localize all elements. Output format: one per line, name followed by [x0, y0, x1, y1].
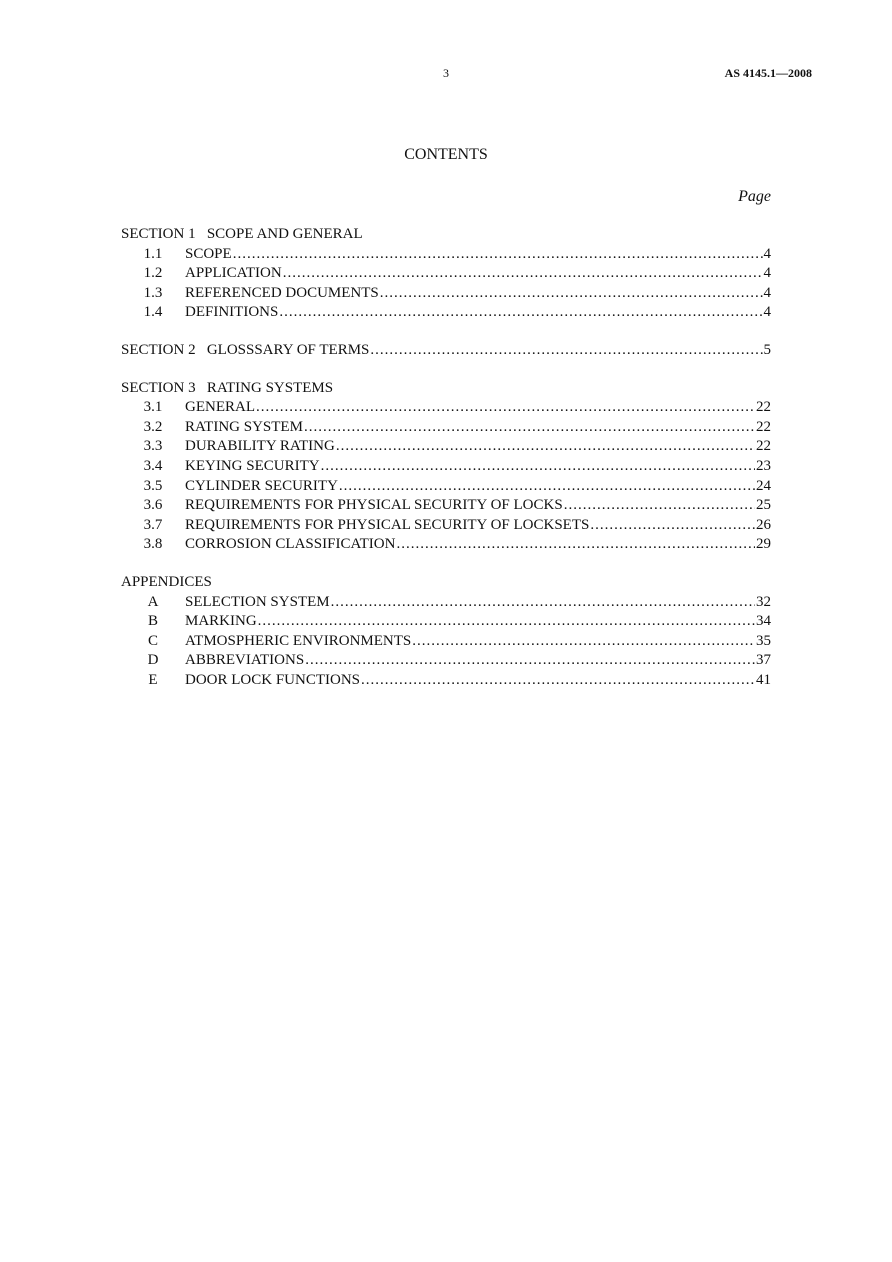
toc-entry[interactable]	[121, 593, 771, 613]
entry-page: 32	[756, 593, 771, 610]
toc-entry[interactable]	[121, 284, 771, 304]
section-heading-text: SECTION 1 SCOPE AND GENERAL	[121, 226, 363, 242]
entry-page: 41	[756, 671, 771, 688]
toc-entry[interactable]	[121, 437, 771, 457]
toc-entry[interactable]	[121, 264, 771, 284]
entry-number: 1.2	[143, 265, 163, 282]
entry-title: ATMOSPHERIC ENVIRONMENTS	[185, 632, 412, 649]
section-heading	[121, 573, 771, 593]
entry-page: 24	[756, 477, 771, 494]
toc-entry[interactable]	[121, 632, 771, 652]
section-heading	[121, 225, 771, 245]
entry-number: 3.1	[143, 399, 163, 416]
toc-entry[interactable]	[121, 303, 771, 323]
entry-title: GENERAL	[185, 399, 255, 416]
dot-leader	[339, 477, 755, 497]
entry-title: MARKING	[185, 613, 257, 630]
entry-page: 25	[756, 497, 771, 514]
page-column-label: Page	[738, 188, 771, 205]
toc-entry[interactable]	[121, 477, 771, 497]
dot-leader	[279, 303, 762, 323]
entry-page: 22	[756, 438, 771, 455]
entry-title: DOOR LOCK FUNCTIONS	[185, 671, 361, 688]
entry-page: 35	[756, 632, 771, 649]
entry-number: E	[148, 671, 158, 688]
dot-leader	[304, 418, 755, 438]
dot-leader	[336, 437, 755, 457]
entry-title: CYLINDER SECURITY	[185, 477, 338, 494]
entry-page: 23	[756, 457, 771, 474]
entry-title: DURABILITY RATING	[185, 438, 335, 455]
entry-title: KEYING SECURITY	[185, 457, 320, 474]
section-gap	[121, 323, 771, 341]
toc-entry[interactable]	[121, 651, 771, 671]
dot-leader	[258, 612, 755, 632]
toc-entry[interactable]	[121, 341, 771, 361]
entry-page: 26	[756, 516, 771, 533]
page-number: 3	[443, 66, 449, 80]
entry-number: D	[147, 652, 159, 669]
entry-page: 4	[763, 304, 771, 321]
entry-page: 4	[763, 265, 771, 282]
dot-leader	[256, 398, 755, 418]
dot-leader	[233, 245, 763, 265]
entry-title: CORROSION CLASSIFICATION	[185, 536, 396, 553]
entry-page: 5	[763, 341, 771, 358]
dot-leader	[305, 651, 755, 671]
entry-number: B	[147, 613, 158, 630]
toc-entry[interactable]	[121, 671, 771, 691]
entry-title: SELECTION SYSTEM	[185, 593, 330, 610]
entry-title: REQUIREMENTS FOR PHYSICAL SECURITY OF LOCKSETS	[185, 516, 590, 533]
entry-title: RATING SYSTEM	[185, 418, 303, 435]
entry-page: 37	[756, 652, 771, 669]
toc-entry[interactable]	[121, 535, 771, 555]
dot-leader	[283, 264, 763, 284]
table-of-contents	[121, 225, 771, 690]
toc-entry[interactable]	[121, 418, 771, 438]
entry-number: 3.6	[143, 497, 163, 514]
toc-entry[interactable]	[121, 457, 771, 477]
dot-leader	[396, 535, 755, 555]
entry-number: 3.7	[143, 516, 163, 533]
toc-entry[interactable]	[121, 245, 771, 265]
toc-entry[interactable]	[121, 496, 771, 516]
dot-leader	[331, 593, 755, 613]
dot-leader	[564, 496, 755, 516]
entry-number: 1.1	[143, 245, 163, 262]
entry-title: ABBREVIATIONS	[185, 652, 305, 669]
dot-leader	[412, 632, 755, 652]
toc-entry[interactable]	[121, 516, 771, 536]
entry-number: 3.5	[143, 477, 163, 494]
entry-title: SCOPE	[185, 245, 232, 262]
dot-leader	[380, 284, 763, 304]
dot-leader	[370, 341, 762, 361]
section-heading-text: SECTION 2 GLOSSSARY OF TERMS	[121, 341, 370, 358]
entry-number: 3.2	[143, 418, 163, 435]
entry-number: 3.4	[143, 457, 163, 474]
entry-page: 34	[756, 613, 771, 630]
entry-number: 1.4	[143, 304, 163, 321]
section-heading	[121, 379, 771, 399]
dot-leader	[361, 671, 755, 691]
dot-leader	[321, 457, 755, 477]
entry-page: 22	[756, 399, 771, 416]
entry-number: 3.8	[143, 536, 163, 553]
section-heading-text: SECTION 3 RATING SYSTEMS	[121, 379, 334, 396]
entry-page: 4	[763, 245, 771, 262]
entry-title: APPLICATION	[185, 265, 282, 282]
entry-title: REFERENCED DOCUMENTS	[185, 284, 379, 301]
section-gap	[121, 555, 771, 573]
entry-title: DEFINITIONS	[185, 304, 279, 321]
entry-title: REQUIREMENTS FOR PHYSICAL SECURITY OF LOCKS	[185, 497, 563, 514]
entry-number: 1.3	[143, 284, 163, 301]
section-gap	[121, 361, 771, 379]
entry-number: C	[147, 632, 158, 649]
entry-page: 4	[763, 284, 771, 301]
contents-title: CONTENTS	[404, 146, 488, 163]
document-id: AS 4145.1—2008	[724, 66, 812, 80]
entry-page: 22	[756, 418, 771, 435]
section-heading-text: APPENDICES	[121, 573, 212, 590]
toc-entry[interactable]	[121, 398, 771, 418]
dot-leader	[590, 516, 755, 536]
entry-page: 29	[756, 536, 771, 553]
entry-number: A	[147, 593, 159, 610]
toc-entry[interactable]	[121, 612, 771, 632]
entry-number: 3.3	[143, 438, 163, 455]
